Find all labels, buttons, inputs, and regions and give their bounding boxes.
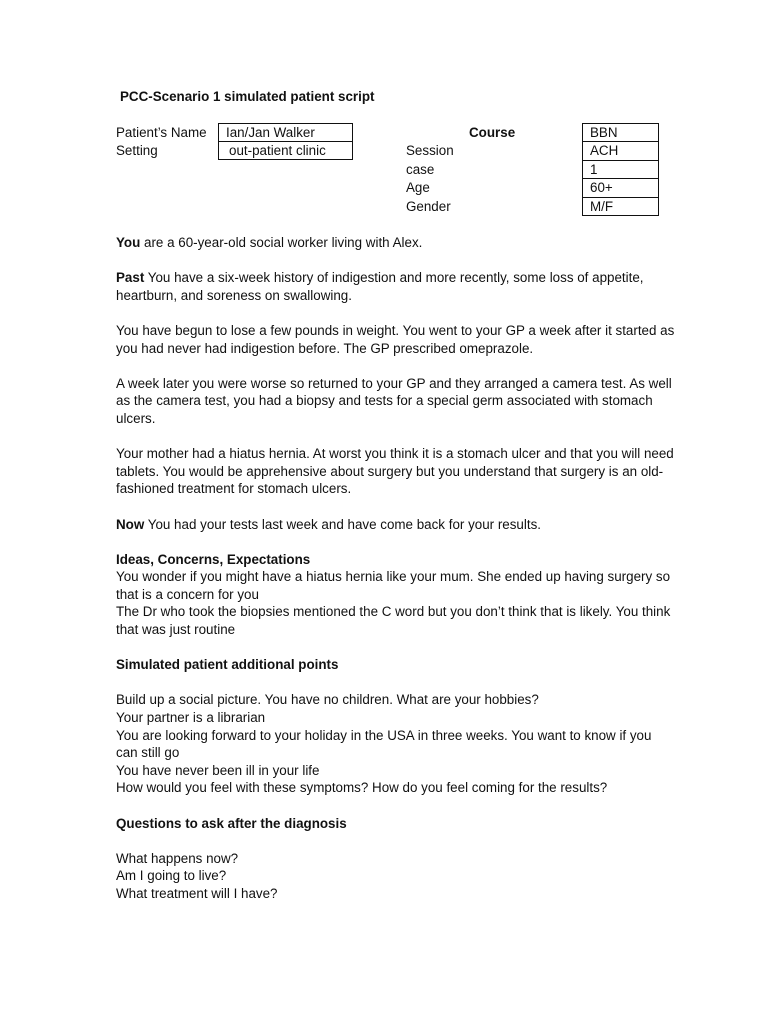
you-paragraph <box>116 234 676 252</box>
now-lead: Now <box>116 516 145 532</box>
mother-paragraph: Your mother had a hiatus hernia. At worst you think it is a stomach ulcer and that you will need tablets. You would be apprehensive about surgery but you understand that surgery is an old-fashioned treatment for stomach ulcers. <box>116 446 674 497</box>
session-value: ACH <box>583 142 658 160</box>
you-lead: You <box>116 235 141 250</box>
additional-line: Your partner is a librarian <box>116 710 266 726</box>
question-line: What treatment will I have? <box>116 885 278 901</box>
questions-heading: Questions to ask after the diagnosis <box>116 815 347 831</box>
gender-label: Gender <box>406 199 451 214</box>
course-info-box <box>582 123 659 216</box>
case-value: 1 <box>583 161 658 179</box>
script-body <box>116 234 676 903</box>
patient-name-value: Ian/Jan Walker <box>219 124 352 142</box>
age-value: 60+ <box>583 179 658 197</box>
ice-heading: Ideas, Concerns, Expectations <box>116 551 311 567</box>
document-title: PCC-Scenario 1 simulated patient script <box>120 89 375 104</box>
age-label: Age <box>406 180 430 195</box>
setting-label: Setting <box>116 143 158 158</box>
additional-line: How would you feel with these symptoms? How do you feel coming for the results? <box>116 780 608 796</box>
now-paragraph <box>116 516 676 534</box>
you-text: are a 60-year-old social worker living with Alex. <box>140 235 423 250</box>
weight-paragraph: You have begun to lose a few pounds in weight. You went to your GP a week after it started as you had never had indigestion before. The GP prescribed omeprazole. <box>116 322 675 356</box>
question-line: Am I going to live? <box>116 868 227 884</box>
past-paragraph <box>116 269 676 304</box>
past-text: You have a six-week history of indigestion and more recently, some loss of appetite, heartburn, and soreness on swallowing. <box>116 270 644 303</box>
questions-section <box>116 815 676 903</box>
setting-value: out-patient clinic <box>229 143 326 159</box>
ice-line-1: You wonder if you might have a hiatus hernia like your mum. She ended up having surgery so that is a concern for you <box>116 569 671 602</box>
additional-section <box>116 656 676 797</box>
ice-section <box>116 551 676 639</box>
additional-line: You are looking forward to your holiday in the USA in three weeks. You want to know if you can still go <box>116 727 652 761</box>
camera-paragraph: A week later you were worse so returned to your GP and they arranged a camera test. As well as the camera test, you had a biopsy and tests for a special germ associated with stomach ulcers. <box>116 375 672 426</box>
course-label: Course <box>469 125 516 140</box>
patient-name-label: Patient’s Name <box>116 125 207 140</box>
gender-value: M/F <box>590 198 614 214</box>
case-label: case <box>406 162 435 177</box>
patient-info-box <box>218 123 353 160</box>
past-lead: Past <box>116 270 145 286</box>
course-value: BBN <box>583 124 658 142</box>
ice-line-2: The Dr who took the biopsies mentioned the C word but you don’t think that is likely. You think that was just routine <box>116 604 671 638</box>
question-line: What happens now? <box>116 850 239 866</box>
additional-heading: Simulated patient additional points <box>116 657 339 673</box>
session-label: Session <box>406 143 454 158</box>
additional-line: You have never been ill in your life <box>116 762 320 778</box>
additional-line: Build up a social picture. You have no children. What are your hobbies? <box>116 692 539 708</box>
now-text: You had your tests last week and have come back for your results. <box>144 516 541 532</box>
